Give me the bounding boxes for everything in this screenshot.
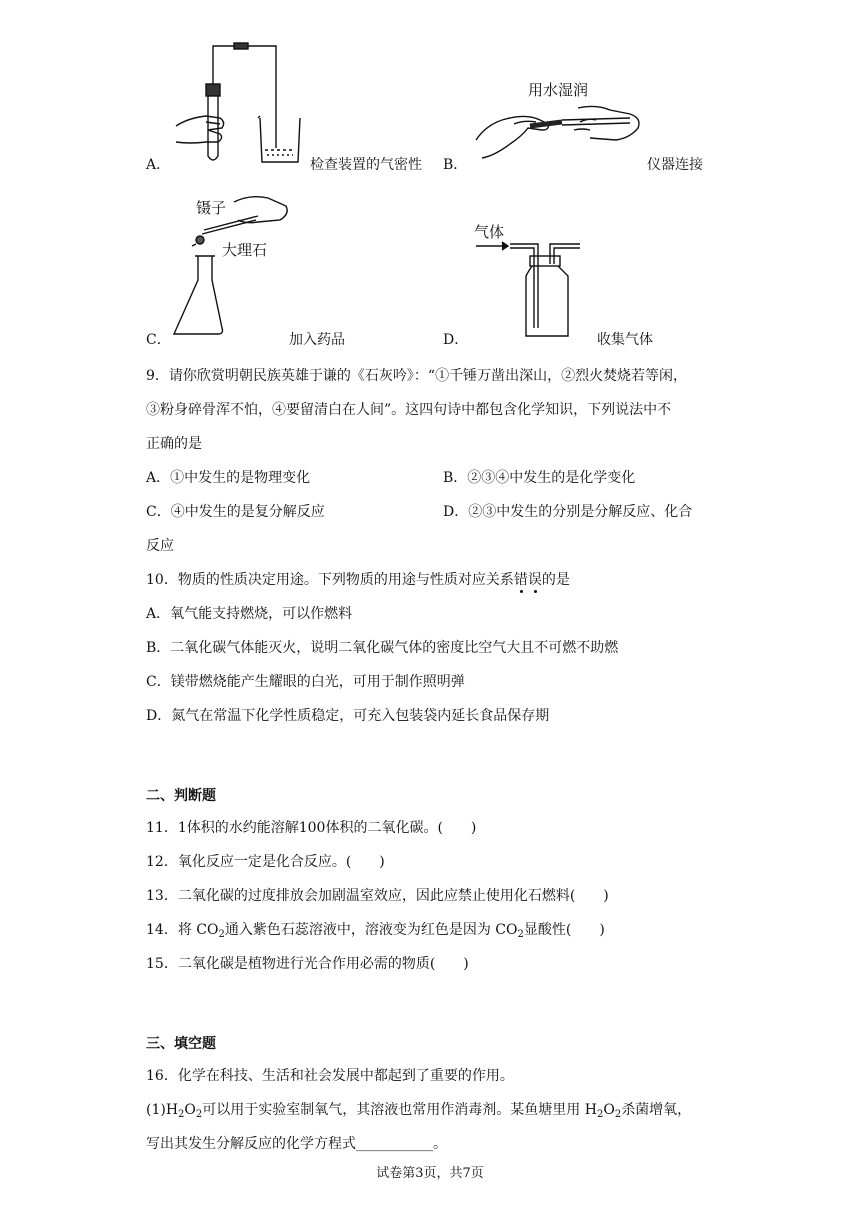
- figure-label-wet-with-water: 用水湿润: [528, 81, 589, 99]
- q9-option-a: A．①中发生的是物理变化: [146, 470, 311, 486]
- figure-collect-gas: [470, 232, 590, 342]
- q16-1-e: 杀菌增氧，: [621, 1102, 692, 1118]
- q16-1-sub4: 2: [614, 1109, 622, 1120]
- q10-stem-pre: 10．物质的性质决定用途。下列物质的用途与性质对应关系: [146, 572, 514, 588]
- q16-stem: 16．化学在科技、生活和社会发展中都起到了重要的作用。: [146, 1068, 514, 1084]
- q14-part-a: 14．将 CO: [146, 922, 219, 938]
- q15: 15．二氧化碳是植物进行光合作用必需的物质( ): [146, 956, 469, 972]
- option-8d-caption: 收集气体: [597, 332, 653, 348]
- option-8d-letter: D．: [443, 332, 469, 348]
- q10-option-d: D．氮气在常温下化学性质稳定，可充入包装袋内延长食品保存期: [146, 708, 550, 724]
- q9-option-d: D．②③中发生的分别是分解反应、化合: [443, 504, 693, 520]
- q10-option-b: B．二氧化碳气体能灭火，说明二氧化碳气体的密度比空气大且不可燃不助燃: [146, 640, 619, 656]
- q16-1-a: (1)H: [146, 1102, 179, 1118]
- q16-1-sub3: 2: [596, 1109, 604, 1120]
- q13: 13．二氧化碳的过度排放会加剧温室效应，因此应禁止使用化石燃料( ): [146, 888, 609, 904]
- option-8a-letter: A．: [146, 157, 171, 173]
- q16-1-b: O: [184, 1102, 196, 1118]
- q16-1-c: 可以用于实验室制氧气，其溶液也常用作消毒剂。某鱼塘里用 H: [202, 1102, 597, 1118]
- q14-subscript-1: 2: [218, 929, 225, 940]
- q14-part-c: 显酸性( ): [523, 922, 605, 938]
- section-2-heading: 二、判断题: [146, 788, 216, 804]
- q16-part-1-line2: 写出其发生分解反应的化学方程式___________。: [146, 1136, 447, 1152]
- section-3-heading: 三、填空题: [146, 1036, 216, 1052]
- figure-label-marble: 大理石: [222, 241, 268, 259]
- page-footer: 试卷第3页，共7页: [376, 1166, 484, 1181]
- q14-part-b: 通入紫色石蕊溶液中，溶液变为红色是因为 CO: [224, 922, 518, 938]
- option-8b-caption: 仪器连接: [647, 157, 703, 173]
- option-8c-letter: C．: [146, 332, 171, 348]
- q11: 11．1体积的水约能溶解100体积的二氧化碳。( ): [146, 820, 477, 836]
- option-8b-letter: B．: [443, 157, 468, 173]
- q12: 12．氧化反应一定是化合反应。( ): [146, 854, 385, 870]
- option-8c-caption: 加入药品: [289, 332, 345, 348]
- q16-1-sub2: 2: [195, 1109, 203, 1120]
- figure-label-tweezers: 镊子: [196, 199, 227, 217]
- q14: [146, 920, 605, 945]
- q10-stem-emphasis-2: 误: [527, 572, 542, 588]
- q10-option-c: C．镁带燃烧能产生耀眼的白光，可用于制作照明弹: [146, 674, 465, 690]
- q16-1-sub1: 2: [178, 1109, 185, 1120]
- q10-stem-emphasis-1: 错: [513, 572, 528, 588]
- figure-add-reagent: [168, 190, 298, 340]
- q16-part-1: [146, 1100, 691, 1125]
- q16-1-d: O: [603, 1102, 615, 1118]
- figure-label-gas: 气体: [474, 223, 505, 241]
- q10-stem: [146, 570, 570, 590]
- q9-stem-line1: 9．请你欣赏明朝民族英雄于谦的《石灰吟》：“①千锤万凿出深山，②烈火焚烧若等闲，: [146, 368, 688, 384]
- option-8a-caption: 检查装置的气密性: [310, 157, 422, 173]
- figure-connect-instruments: [470, 100, 650, 164]
- q9-stem-line2: ③粉身碎骨浑不怕，④要留清白在人间”。这四句诗中都包含化学知识，下列说法中不: [146, 402, 672, 418]
- q9-option-d-continued: 反应: [146, 538, 174, 554]
- q10-option-a: A．氧气能支持燃烧，可以作燃料: [146, 606, 353, 622]
- q9-option-c: C．④中发生的是复分解反应: [146, 504, 325, 520]
- figure-check-airtightness: [168, 38, 308, 170]
- q9-stem-line3: 正确的是: [146, 436, 202, 452]
- q14-subscript-2: 2: [517, 929, 524, 940]
- q9-option-b: B．②③④中发生的是化学变化: [443, 470, 636, 486]
- q10-stem-post: 的是: [541, 572, 570, 588]
